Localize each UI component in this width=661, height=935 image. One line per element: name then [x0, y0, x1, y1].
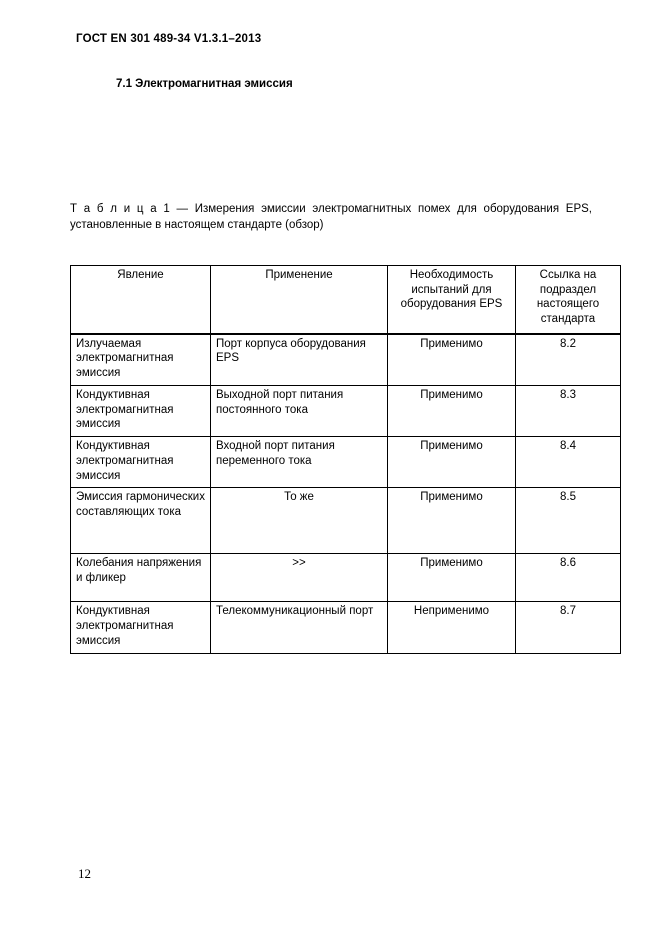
table-row: [71, 386, 621, 437]
table-row: [71, 437, 621, 488]
table-row: [71, 334, 621, 386]
table-cell: Порт корпуса оборудования EPS: [211, 334, 388, 386]
table-cell: Применимо: [388, 437, 516, 488]
emission-table: [70, 265, 621, 654]
page-number: 12: [78, 866, 91, 881]
table-cell: >>: [211, 554, 388, 602]
table-cell: Входной порт питания переменного тока: [211, 437, 388, 488]
table-cell: Кондуктивная электромагнитная эмиссия: [71, 602, 211, 654]
column-header-subclause-ref: Ссылка на подраздел настоящего стандарта: [516, 266, 621, 334]
table-cell: Телекоммуникационный порт: [211, 602, 388, 654]
table-cell: Применимо: [388, 554, 516, 602]
table-cell: Эмиссия гармонических составляющих тока: [71, 488, 211, 554]
document-header: ГОСТ EN 301 489-34 V1.3.1–2013: [76, 33, 262, 45]
table-cell: Выходной порт питания постоянного тока: [211, 386, 388, 437]
table-cell: 8.2: [516, 334, 621, 386]
table-caption: Т а б л и ц а 1 — Измерения эмиссии электромагнитных помех для оборудования EPS, установленные в настоящем стандарте (обзор): [70, 203, 592, 232]
table-cell: 8.4: [516, 437, 621, 488]
table-row: [71, 488, 621, 554]
column-header-phenomenon: Явление: [71, 266, 211, 334]
table-cell: 8.7: [516, 602, 621, 654]
table-cell: Кондуктивная электромагнитная эмиссия: [71, 386, 211, 437]
table-cell: Излучаемая электромагнитная эмиссия: [71, 334, 211, 386]
table-cell: Применимо: [388, 488, 516, 554]
table-row: [71, 602, 621, 654]
section-heading: 7.1 Электромагнитная эмиссия: [116, 78, 293, 90]
table-cell: Колебания напряжения и фликер: [71, 554, 211, 602]
column-header-test-necessity: Необходимость испытаний для оборудования EPS: [388, 266, 516, 334]
table-cell: То же: [211, 488, 388, 554]
table-cell: Применимо: [388, 334, 516, 386]
table-cell: 8.3: [516, 386, 621, 437]
table-row: [71, 554, 621, 602]
column-header-application: Применение: [211, 266, 388, 334]
table-cell: Неприменимо: [388, 602, 516, 654]
table-cell: Применимо: [388, 386, 516, 437]
table-cell: 8.5: [516, 488, 621, 554]
table-cell: Кондуктивная электромагнитная эмиссия: [71, 437, 211, 488]
table-header-row: [71, 266, 621, 334]
table-cell: 8.6: [516, 554, 621, 602]
